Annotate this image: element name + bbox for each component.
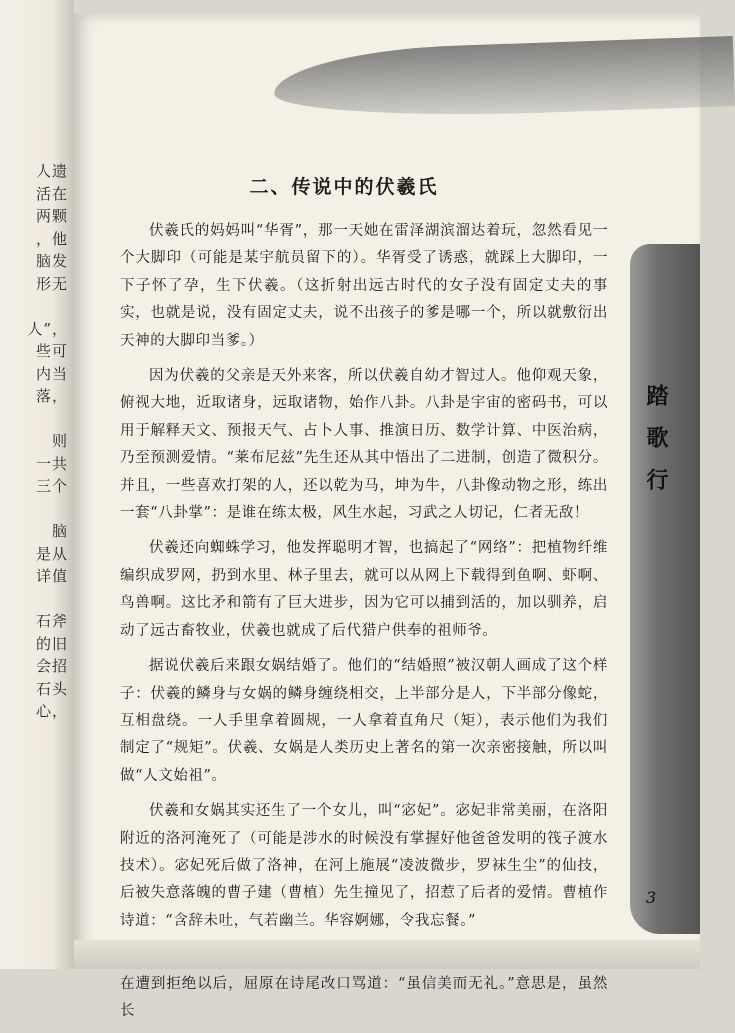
left-page-text (6, 160, 68, 723)
side-ink-band (630, 244, 700, 934)
left-page-line: 形无 (35, 274, 68, 293)
left-page-line: 活在 (35, 184, 68, 203)
header-ink-band (273, 36, 735, 122)
paragraph: 因为伏羲的父亲是天外来客，所以伏羲自幼才智过人。他仰观天象，俯视大地，近取诸身，远取诸物，始作八卦。八卦是宇宙的密码书，可以用于解释天文、预报天气、占卜人事、推演日历、数学计算、中医治病，乃至预测爱情。“莱布尼兹”先生还从其中悟出了二进制，创造了微积分。并且，一些喜欢打架的人，还以乾为马，坤为牛，八卦像动物之形，练出一套“八卦掌”：是谁在练太极，风生水起，习武之人切记，仁者无敌！ (120, 368, 608, 522)
left-page-line: 两颗 (35, 207, 68, 225)
running-title (632, 384, 680, 510)
left-page-line: 人遗 (35, 162, 68, 180)
left-page-line (6, 295, 68, 318)
left-page-line (6, 588, 68, 611)
right-page (74, 14, 700, 1019)
left-page-line: 三个 (35, 477, 68, 495)
left-page-line: 会招 (35, 657, 68, 675)
left-page-line: 石头 (35, 679, 68, 698)
left-page-line: 一共 (35, 454, 68, 473)
paragraph: 在遭到拒绝以后，屈原在诗尾改口骂道：“虽信美而无礼。”意思是，虽然长 (120, 975, 608, 1019)
left-page-line (6, 498, 68, 521)
paragraph: 伏羲还向蜘蛛学习，他发挥聪明才智，也搞起了“网络”：把植物纤维编织成罗网，扔到水里、林子里去，就可以从网上下载得到鱼啊、虾啊、鸟兽啊。这比矛和箭有了巨大进步，因为它可以捕到活的，加以驯养，启动了远古畜牧业，伏羲也就成了后代猎户供奉的祖师爷。 (120, 540, 608, 639)
left-page-line: 内当 (35, 364, 68, 383)
left-page-line: 脑 (51, 522, 68, 540)
left-page-line: 心， (35, 702, 68, 720)
left-page-line: 则 (51, 432, 68, 450)
paragraph: 据说伏羲后来跟女娲结婚了。他们的“结婚照”被汉朝人画成了这个样子：伏羲的鳞身与女娲的鳞身缠绕相交，上半部分是人，下半部分像蛇，互相盘绕。一人手里拿着圆规，一人拿着直角尺（矩），表示他们为我们制定了“规矩”。伏羲、女娲是人类历史上著名的第一次亲密接触，所以叫做“人文始祖”。 (120, 658, 608, 784)
left-page (0, 0, 74, 969)
left-page-line: 些可 (35, 342, 68, 360)
chapter-title: 二、传说中的伏羲氏 (249, 176, 439, 198)
left-page-line: 落， (35, 387, 68, 405)
left-page-line: ，他 (35, 229, 68, 248)
left-page-line: 脑发 (35, 252, 68, 270)
body-text (120, 218, 608, 1033)
left-page-line: 石斧 (35, 612, 68, 630)
left-page-line: 人”， (27, 319, 68, 338)
paragraph: 伏羲和女娲其实还生了一个女儿，叫“宓妃”。宓妃非常美丽，在洛阳附近的洛河淹死了（可能是涉水的时候没有掌握好他爸爸发明的筏子渡水技术）。宓妃死后做了洛神，在河上施展“凌波微步，罗袜生尘”的仙技，后被失意落魄的曹子建（曹植）先生撞见了，招惹了后者的爱情。曹植作诗道：“含辞未吐，气若幽兰。华容婀娜，令我忘餐。” (120, 803, 608, 929)
left-page-line (6, 408, 68, 431)
left-page-line: 是从 (35, 544, 68, 563)
page-number: 3 (646, 888, 657, 907)
left-page-line: 的旧 (35, 634, 68, 653)
paragraph: 伏羲氏的妈妈叫“华胥”，那一天她在雷泽湖滨溜达着玩，忽然看见一个大脚印（可能是某宇航员留下的）。华胥受了诱惑，就踩上大脚印，一下子怀了孕，生下伏羲。（这折射出远古时代的女子没有固定丈夫的事实，也就是说，没有固定丈夫，说不出孩子的爹是哪一个，所以就敷衍出天神的大脚印当爹。） (120, 223, 608, 349)
left-page-line: 详值 (35, 567, 68, 585)
running-title-text: 踏歌行 (643, 384, 669, 510)
page-bottom-edge (74, 940, 700, 969)
